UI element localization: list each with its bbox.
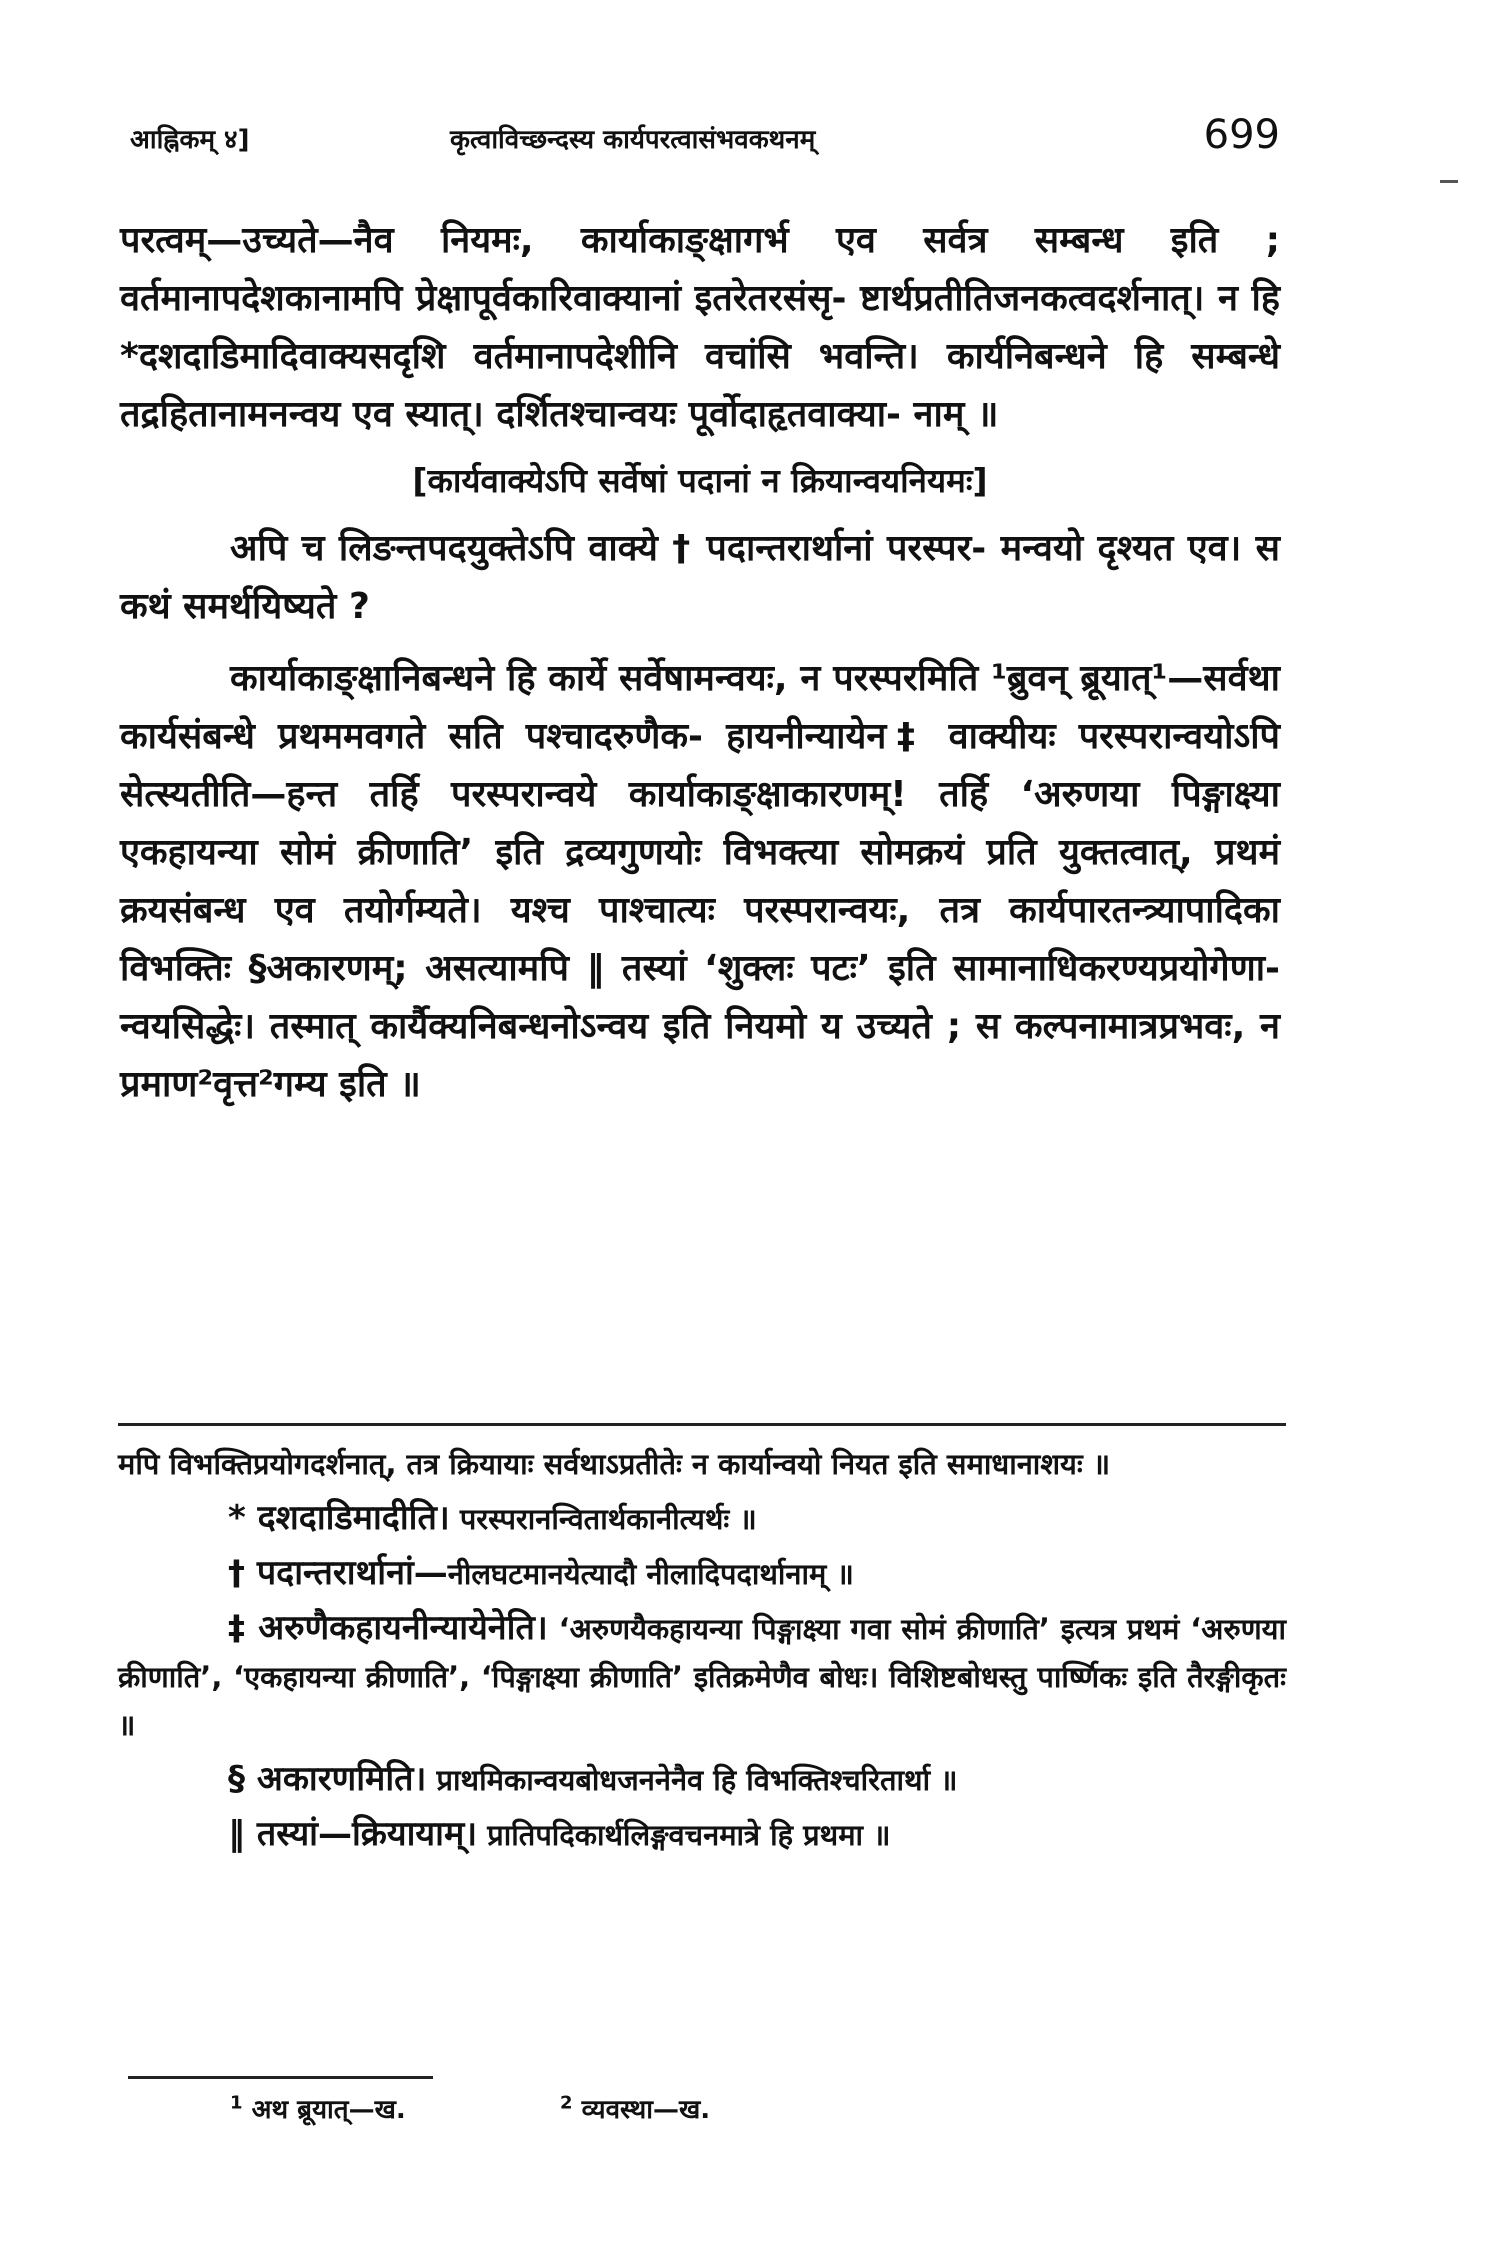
text-line: मन्वयो दृश्यत एव। स कथं समर्थयिष्यते ? xyxy=(120,528,1280,627)
text-line: परस्परान्वयः, तत्र कार्यपारतन्त्र्यापादिका विभक्तिः §अकारणम्; xyxy=(120,890,1280,989)
note-1 xyxy=(118,1494,1286,1543)
text-line: प्रति युक्तत्वात्, प्रथमं क्रयसंबन्ध एव तयोर्गम्यते। यश्च पाश्चात्यः xyxy=(120,832,1280,931)
footnote-1 xyxy=(230,2090,406,2126)
note-text: नीलघटमानयेत्यादौ नीलादिपदार्थानाम् ॥ xyxy=(447,1557,854,1591)
text-line: कार्याकाङ्क्षानिबन्धने हि कार्ये सर्वेषामन्वयः, न परस्परमिति xyxy=(230,658,979,699)
footnote-marker: 2 xyxy=(560,2092,573,2114)
text-line: ¹ब्रुवन् ब्रूयात्¹—सर्वथा कार्यसंबन्धे प्रथममवगते सति पश्चादरुणैक- xyxy=(120,658,1280,757)
notes-divider xyxy=(118,1423,1286,1426)
text-line: वर्तमानापदेशीनि वचांसि भवन्ति। कार्यनिबन्धने हि सम्बन्धे xyxy=(473,336,1280,377)
note-continuation: मपि विभक्तिप्रयोगदर्शनात्, तत्र क्रियायाः सर्वथाऽप्रतीतेः न कार्यान्वयो नियत इति समाधानाशयः ॥ xyxy=(118,1447,1111,1481)
note-head: ‖ तस्यां—क्रियायाम्। xyxy=(228,1814,478,1854)
text-line: उच्यते ; स कल्पनामात्रप्रभवः, न प्रमाण²वृत्त²गम्य इति ॥ xyxy=(120,1006,1280,1105)
note-4 xyxy=(118,1755,1286,1804)
text-line: हायनीन्यायेन‡ वाक्यीयः परस्परान्वयोऽपि सेत्स्यतीति—हन्त xyxy=(120,716,1280,815)
paragraph xyxy=(120,650,1280,1114)
note-text: ‘अरुणयैकहायन्या पिङ्गाक्ष्या गवा xyxy=(558,1612,891,1646)
chapter-label: आह्निकम् ४] xyxy=(130,125,250,155)
page-number: 699 xyxy=(1203,112,1280,158)
text-line: तद्रहितानामनन्वय एव स्यात्। दर्शितश्चान्वयः पूर्वोदाहृतवाक्या- xyxy=(120,394,901,435)
text-line: ष्टार्थप्रतीतिजनकत्वदर्शनात्। न हि *दशदाडिमादिवाक्यसदृशि xyxy=(120,278,1280,377)
note-head: ‡ अरुणैकहायनीन्यायेनेति। xyxy=(228,1608,548,1648)
footnote-2 xyxy=(560,2090,710,2126)
text-line: इति ; वर्तमानापदेशकानामपि प्रेक्षापूर्वकारिवाक्यानां इतरेतरसंसृ- xyxy=(120,220,1281,319)
note-head: * दशदाडिमादीति। xyxy=(228,1498,450,1538)
footnote-text: व्यवस्था—ख. xyxy=(581,2095,711,2125)
running-header xyxy=(130,112,1280,162)
running-title: कृत्वाविच्छन्दस्य कार्यपरत्वासंभवकथनम् xyxy=(450,125,816,155)
footnote-marker: 1 xyxy=(230,2092,243,2114)
paragraph xyxy=(120,520,1280,636)
note-2 xyxy=(118,1549,1286,1598)
note-text: सोमं क्रीणाति’ इत्यत्र प्रथमं ‘अरुणया क्रीणाति’, ‘एकहायन्या क्रीणाति’, xyxy=(118,1612,1287,1694)
footnote-divider xyxy=(128,2076,433,2079)
note-head: † पदान्तरार्थानां— xyxy=(228,1553,448,1593)
text-line: परत्वम्—उच्यते—नैव नियमः, कार्याकाङ्क्षागर्भ एव सर्वत्र सम्बन्ध xyxy=(120,220,1124,261)
note-text: तैरङ्गीकृतः ॥ xyxy=(118,1660,1286,1742)
note-text: परस्परानन्वितार्थकानीत्यर्थः ॥ xyxy=(459,1502,757,1536)
note-5 xyxy=(118,1810,1286,1859)
text-line: असत्यामपि ‖ तस्यां ‘शुक्लः पटः’ इति सामानाधिकरण्यप्रयोगेणा- xyxy=(425,948,1280,989)
note-text: प्रातिपदिकार्थलिङ्गवचनमात्रे हि प्रथमा ॥ xyxy=(487,1818,891,1852)
note-head: § अकारणमिति। xyxy=(228,1759,427,1799)
commentary-notes xyxy=(118,1440,1286,1865)
text-line: अपि च लिङन्तपदयुक्तेऽपि वाक्ये † पदान्तरार्थानां परस्पर- xyxy=(230,528,987,569)
footnote-text: अथ ब्रूयात्—ख. xyxy=(251,2095,406,2125)
main-text xyxy=(120,212,1280,1114)
section-heading: [कार्यवाक्येऽपि सर्वेषां पदानां न क्रियान्वयनियमः] xyxy=(412,461,988,500)
paragraph xyxy=(120,212,1280,444)
text-line: नाम् ॥ xyxy=(913,394,999,435)
text-line: न्वयसिद्धेः। तस्मात् कार्यैक्यनिबन्धनोऽन्वय इति नियमो य xyxy=(120,1006,842,1047)
text-line: एकहायन्या सोमं क्रीणाति’ इति द्रव्यगुणयोः विभक्त्या सोमक्रयं xyxy=(120,832,965,873)
note-text: ‘पिङ्गाक्ष्या क्रीणाति’ इतिक्रमेणैव बोधः। विशिष्टबोधस्तु पार्ष्णिकः इति xyxy=(480,1660,1177,1694)
note-text: प्राथमिकान्वयबोधजननेनैव हि विभक्तिश्चरितार्था ॥ xyxy=(436,1763,958,1797)
note-3 xyxy=(118,1604,1286,1749)
margin-mark xyxy=(1440,180,1458,183)
text-line: तर्हि परस्परान्वये कार्याकाङ्क्षाकारणम्! तर्हि ‘अरुणया पिङ्गाक्ष्या xyxy=(369,774,1280,815)
